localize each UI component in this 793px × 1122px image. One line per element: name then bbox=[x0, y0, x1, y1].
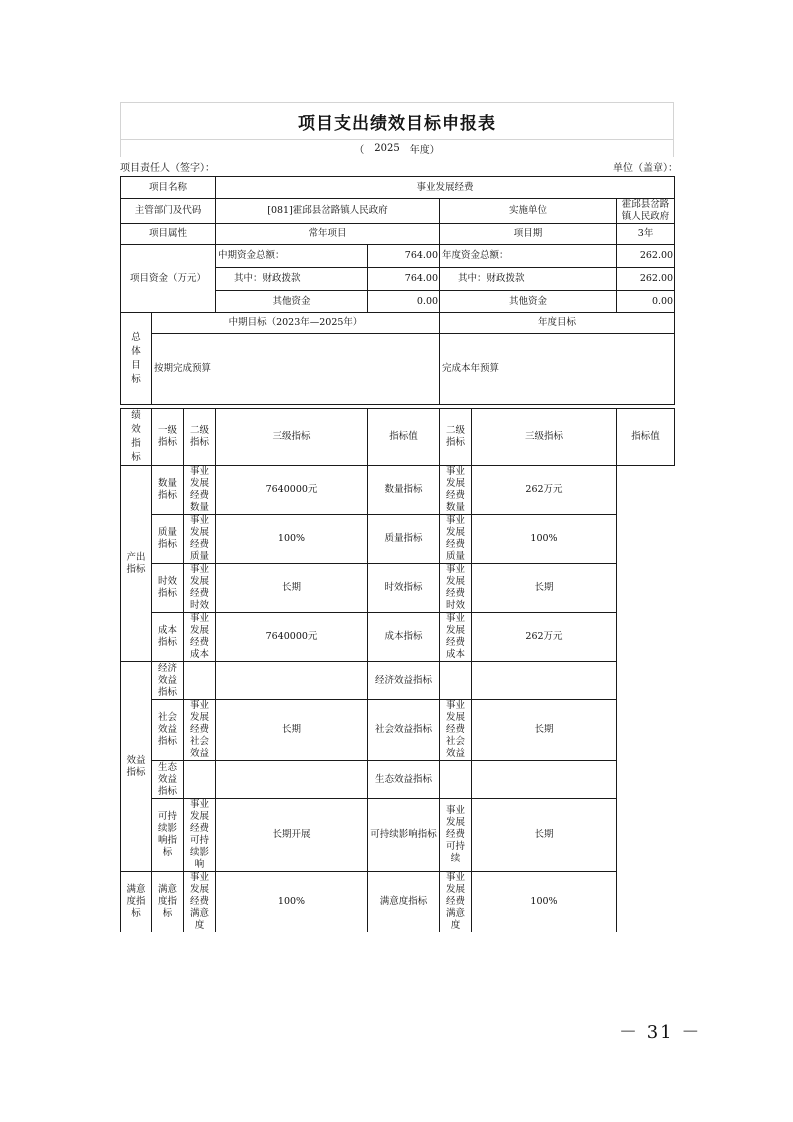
mid-indicator-name: 事业发展经费质量 bbox=[184, 515, 216, 564]
mid-indicator-value: 长期开展 bbox=[216, 799, 368, 872]
year-fin-value: 262.00 bbox=[617, 268, 675, 291]
report-sheet bbox=[120, 102, 678, 932]
mid-indicator-name bbox=[184, 761, 216, 799]
mid-level2-indicator: 社会效益指标 bbox=[152, 700, 184, 761]
year-other-label: 其他资金 bbox=[440, 291, 617, 313]
dept-label: 主管部门及代码 bbox=[121, 199, 216, 224]
header-year-level2: 二级指标 bbox=[440, 409, 472, 466]
year-indicator-value: 长期 bbox=[472, 799, 617, 872]
goals-header-row bbox=[121, 313, 675, 334]
indicator-row bbox=[121, 700, 675, 761]
year-indicator-value: 100% bbox=[472, 515, 617, 564]
mid-goal-header: 中期目标（2023年—2025年） bbox=[152, 313, 440, 334]
mid-indicator-value: 7640000元 bbox=[216, 466, 368, 515]
year-indicator-value bbox=[472, 662, 617, 700]
goals-text-row bbox=[121, 334, 675, 405]
year-level2-indicator: 时效指标 bbox=[368, 564, 440, 613]
mid-indicator-value bbox=[216, 761, 368, 799]
output-indicator-label: 产出指标 bbox=[121, 466, 152, 662]
indicator-row bbox=[121, 564, 675, 613]
period-value: 3年 bbox=[617, 224, 675, 245]
mid-other-label: 其他资金 bbox=[216, 291, 368, 313]
mid-goal-text: 按期完成预算 bbox=[152, 334, 440, 405]
goals-label: 总体目标 bbox=[121, 313, 152, 405]
year-label: 年度） bbox=[409, 145, 440, 156]
indicator-row bbox=[121, 799, 675, 872]
year-level2-indicator: 经济效益指标 bbox=[368, 662, 440, 700]
year-indicator-value: 长期 bbox=[472, 564, 617, 613]
indicator-row bbox=[121, 466, 675, 515]
year-indicator-value: 100% bbox=[472, 872, 617, 933]
mid-fin-value: 764.00 bbox=[368, 268, 440, 291]
year-value: 2025 bbox=[374, 143, 400, 154]
responsible-row bbox=[118, 157, 680, 176]
project-name-row bbox=[121, 177, 675, 199]
header-level1: 一级指标 bbox=[152, 409, 184, 466]
project-name-label: 项目名称 bbox=[121, 177, 216, 199]
year-indicator-value bbox=[472, 761, 617, 799]
year-indicator-name: 事业发展经费质量 bbox=[440, 515, 472, 564]
year-level2-indicator: 社会效益指标 bbox=[368, 700, 440, 761]
year-indicator-value: 262万元 bbox=[472, 466, 617, 515]
mid-level2-indicator: 满意度指标 bbox=[152, 872, 184, 933]
page-number: － 31 － bbox=[619, 1022, 702, 1043]
mid-indicator-value: 7640000元 bbox=[216, 613, 368, 662]
mid-level2-indicator: 时效指标 bbox=[152, 564, 184, 613]
mid-indicator-name: 事业发展经费数量 bbox=[184, 466, 216, 515]
year-level2-indicator: 质量指标 bbox=[368, 515, 440, 564]
mid-level2-indicator: 数量指标 bbox=[152, 466, 184, 515]
year-level2-indicator: 可持续影响指标 bbox=[368, 799, 440, 872]
dept-value: [081]霍邱县岔路镇人民政府 bbox=[216, 199, 440, 224]
mid-level2-indicator: 质量指标 bbox=[152, 515, 184, 564]
year-indicator-name bbox=[440, 761, 472, 799]
mid-level2-indicator: 经济效益指标 bbox=[152, 662, 184, 700]
performance-table bbox=[120, 408, 675, 932]
unit-stamp-label: 单位（盖章）： bbox=[613, 163, 678, 174]
year-indicator-value: 262万元 bbox=[472, 613, 617, 662]
mid-total-value: 764.00 bbox=[368, 245, 440, 268]
year-indicator-name: 事业发展经费成本 bbox=[440, 613, 472, 662]
mid-total-label: 中期资金总额： bbox=[216, 245, 368, 268]
year-indicator-name bbox=[440, 662, 472, 700]
indicator-row bbox=[121, 662, 675, 700]
mid-fin-label: 其中：财政拨款 bbox=[216, 268, 368, 291]
mid-indicator-name: 事业发展经费成本 bbox=[184, 613, 216, 662]
info-table bbox=[120, 176, 675, 405]
year-open: （ bbox=[354, 145, 365, 156]
year-goal-text: 完成本年预算 bbox=[440, 334, 675, 405]
year-fin-label: 其中：财政拨款 bbox=[440, 268, 617, 291]
mid-indicator-name: 事业发展经费满意度 bbox=[184, 872, 216, 933]
attr-label: 项目属性 bbox=[121, 224, 216, 245]
fund-total-row bbox=[121, 245, 675, 268]
header-year-value: 指标值 bbox=[617, 409, 675, 466]
year-total-label: 年度资金总额： bbox=[440, 245, 617, 268]
impl-unit-value: 霍邱县岔路镇人民政府 bbox=[617, 199, 675, 224]
attr-row bbox=[121, 224, 675, 245]
funds-label: 项目资金（万元） bbox=[121, 245, 216, 313]
satisfaction-indicator-label: 满意度指标 bbox=[121, 872, 152, 933]
year-indicator-name: 事业发展经费可持续 bbox=[440, 799, 472, 872]
project-name-value: 事业发展经费 bbox=[216, 177, 675, 199]
page-title: 项目支出绩效目标申报表 bbox=[298, 113, 496, 134]
mid-indicator-value: 长期 bbox=[216, 700, 368, 761]
indicator-row bbox=[121, 515, 675, 564]
year-indicator-name: 事业发展经费社会效益 bbox=[440, 700, 472, 761]
year-other-value: 0.00 bbox=[617, 291, 675, 313]
header-year-level3: 三级指标 bbox=[472, 409, 617, 466]
mid-indicator-name: 事业发展经费可持续影响 bbox=[184, 799, 216, 872]
year-indicator-name: 事业发展经费数量 bbox=[440, 466, 472, 515]
mid-indicator-value: 100% bbox=[216, 515, 368, 564]
mid-indicator-value: 长期 bbox=[216, 564, 368, 613]
attr-value: 常年项目 bbox=[216, 224, 440, 245]
mid-level2-indicator: 可持续影响指标 bbox=[152, 799, 184, 872]
indicator-row bbox=[121, 613, 675, 662]
header-level3: 三级指标 bbox=[216, 409, 368, 466]
year-level2-indicator: 数量指标 bbox=[368, 466, 440, 515]
mid-other-value: 0.00 bbox=[368, 291, 440, 313]
mid-indicator-name: 事业发展经费社会效益 bbox=[184, 700, 216, 761]
year-row bbox=[120, 139, 674, 157]
year-level2-indicator: 满意度指标 bbox=[368, 872, 440, 933]
header-value: 指标值 bbox=[368, 409, 440, 466]
mid-indicator-value: 100% bbox=[216, 872, 368, 933]
impl-unit-label: 实施单位 bbox=[440, 199, 617, 224]
responsible-label: 项目责任人（签字）： bbox=[120, 163, 215, 174]
mid-indicator-name: 事业发展经费时效 bbox=[184, 564, 216, 613]
mid-level2-indicator: 生态效益指标 bbox=[152, 761, 184, 799]
benefit-indicator-label: 效益指标 bbox=[121, 662, 152, 872]
year-total-value: 262.00 bbox=[617, 245, 675, 268]
mid-level2-indicator: 成本指标 bbox=[152, 613, 184, 662]
header-level2: 二级指标 bbox=[184, 409, 216, 466]
year-indicator-value: 长期 bbox=[472, 700, 617, 761]
year-level2-indicator: 生态效益指标 bbox=[368, 761, 440, 799]
period-label: 项目期 bbox=[440, 224, 617, 245]
year-indicator-name: 事业发展经费时效 bbox=[440, 564, 472, 613]
mid-indicator-value bbox=[216, 662, 368, 700]
title-bar bbox=[120, 102, 674, 139]
perf-header-row bbox=[121, 409, 675, 466]
dept-row bbox=[121, 199, 675, 224]
mid-indicator-name bbox=[184, 662, 216, 700]
perf-label: 绩效指标 bbox=[121, 409, 152, 466]
year-goal-header: 年度目标 bbox=[440, 313, 675, 334]
year-indicator-name: 事业发展经费满意度 bbox=[440, 872, 472, 933]
year-level2-indicator: 成本指标 bbox=[368, 613, 440, 662]
indicator-row bbox=[121, 761, 675, 799]
indicator-row bbox=[121, 872, 675, 933]
